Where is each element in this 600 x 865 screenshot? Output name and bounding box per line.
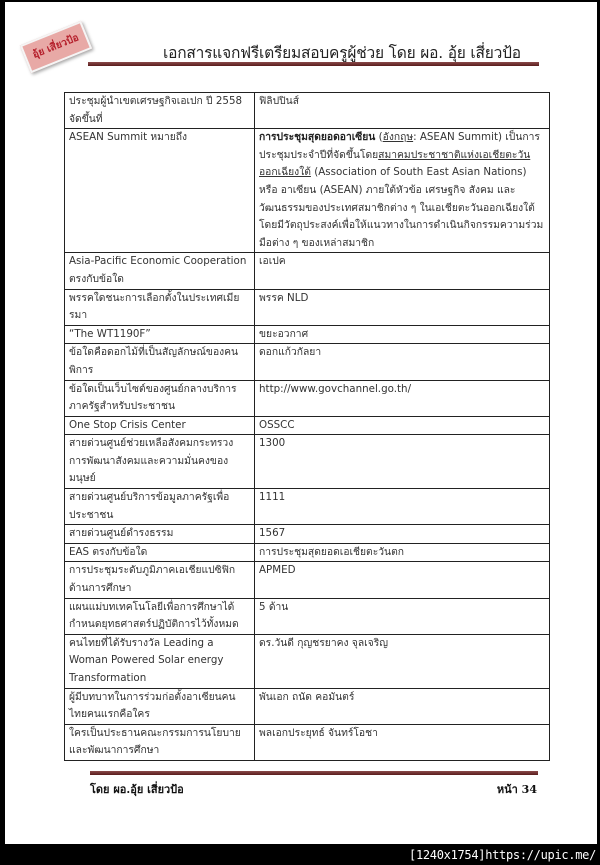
answer-cell: เอเปค bbox=[255, 253, 550, 289]
footer-rule-divider bbox=[90, 771, 538, 775]
link-asean-association[interactable]: สมาคมประชาชาติแห่งเอเชียตะวันออกเฉียงใต้ bbox=[259, 148, 531, 179]
question-cell: สายด่วนศูนย์ดำรงธรรม bbox=[65, 525, 255, 544]
qa-table bbox=[64, 92, 550, 761]
answer-text: : ASEAN Summit) เป็นการประชุมประจำปีที่จัดขึ้นโดย bbox=[259, 131, 540, 161]
table-row bbox=[65, 93, 550, 129]
document-page bbox=[5, 2, 597, 844]
answer-cell: พลเอกประยุทธ์ จันทร์โอชา bbox=[255, 724, 550, 760]
question-cell: พรรคใดชนะการเลือกตั้งในประเทศเมียรมา bbox=[65, 289, 255, 325]
table-row bbox=[65, 688, 550, 724]
question-cell: ข้อใดคือดอกไม้ที่เป็นสัญลักษณ์ของคนพิการ bbox=[65, 344, 255, 380]
answer-cell: 5 ด้าน bbox=[255, 598, 550, 634]
question-cell: ข้อใดเป็นเว็บไซต์ของศูนย์กลางบริการภาครัฐสำหรับประชาชน bbox=[65, 380, 255, 416]
table-row bbox=[65, 325, 550, 344]
author-stamp-logo: อุ้ย เสี่ยวป้อ bbox=[20, 21, 92, 74]
question-cell: คนไทยที่ได้รับรางวัล Leading a Woman Powered Solar energy Transformation bbox=[65, 634, 255, 688]
answer-cell: การประชุมสุดยอดเอเชียตะวันตก bbox=[255, 543, 550, 562]
question-cell: ประชุมผู้นำเขตเศรษฐกิจเอเปก ปี 2558 จัดขึ้นที่ bbox=[65, 93, 255, 129]
answer-text: ( bbox=[375, 131, 383, 144]
question-cell: แผนแม่บทเทคโนโลยีเพื่อการศึกษาได้กำหนดยุทธศาสตร์ปฏิบัติการไว้ทั้งหมด bbox=[65, 598, 255, 634]
footer-author: โดย ผอ.อุ้ย เสี่ยวป้อ bbox=[90, 783, 184, 796]
question-cell: การประชุมระดับภูมิภาคเอเชียแปซิฟิกด้านการศึกษา bbox=[65, 562, 255, 598]
answer-cell bbox=[255, 129, 550, 253]
question-cell: EAS ตรงกับข้อใด bbox=[65, 543, 255, 562]
table-row bbox=[65, 416, 550, 435]
question-cell: สายด่วนศูนย์ช่วยเหลือสังคมกระทรวงการพัฒนาสังคมและความมั่นคงของมนุษย์ bbox=[65, 435, 255, 489]
table-row bbox=[65, 435, 550, 489]
question-cell: Asia-Pacific Economic Cooperation ตรงกับข้อใด bbox=[65, 253, 255, 289]
table-row bbox=[65, 562, 550, 598]
answer-cell: ฟิลิปปินส์ bbox=[255, 93, 550, 129]
answer-cell: พรรค NLD bbox=[255, 289, 550, 325]
question-cell: ASEAN Summit หมายถึง bbox=[65, 129, 255, 253]
question-cell: One Stop Crisis Center bbox=[65, 416, 255, 435]
answer-cell: ขยะอวกาศ bbox=[255, 325, 550, 344]
answer-text: (Association of South East Asian Nations) หรือ อาเซียน (ASEAN) ภายใต้หัวข้อ เศรษฐกิจ สังคม และวัฒนธรรมของประเทศสมาชิกต่าง ๆ ในเอเชียตะวันออกเฉียงใต้ โดยมีวัตถุประสงค์เพื่อให้แนวทางในการดำเนินกิจกรรมความร่วมมือต่าง ๆ ของเหล่าสมาชิก bbox=[259, 166, 544, 249]
table-row bbox=[65, 525, 550, 544]
link-english[interactable]: อังกฤษ bbox=[382, 131, 414, 144]
table-row bbox=[65, 489, 550, 525]
answer-cell: 1300 bbox=[255, 435, 550, 489]
table-row bbox=[65, 543, 550, 562]
page-number: หน้า 34 bbox=[496, 783, 537, 796]
table-row bbox=[65, 289, 550, 325]
question-cell: ใครเป็นประธานคณะกรรมการนโยบายและพัฒนาการศึกษา bbox=[65, 724, 255, 760]
answer-cell: APMED bbox=[255, 562, 550, 598]
question-cell: ผู้มีบทบาทในการร่วมก่อตั้งอาเซียนคนไทยคนแรกคือใคร bbox=[65, 688, 255, 724]
answer-cell: พันเอก ถนัด คอมันตร์ bbox=[255, 688, 550, 724]
table-row bbox=[65, 724, 550, 760]
answer-cell: http://www.govchannel.go.th/ bbox=[255, 380, 550, 416]
question-cell: “The WT1190F” bbox=[65, 325, 255, 344]
image-host-watermark: [1240x1754]https://upic.me/ bbox=[409, 848, 596, 862]
table-row bbox=[65, 129, 550, 253]
table-row bbox=[65, 598, 550, 634]
table-row bbox=[65, 253, 550, 289]
table-row bbox=[65, 634, 550, 688]
answer-cell: ดอกแก้วกัลยา bbox=[255, 344, 550, 380]
answer-cell: 1111 bbox=[255, 489, 550, 525]
table-row bbox=[65, 380, 550, 416]
answer-cell: ดร.วันดี กุญชรยาคง จุลเจริญ bbox=[255, 634, 550, 688]
answer-cell: 1567 bbox=[255, 525, 550, 544]
header-rule-divider bbox=[88, 62, 539, 66]
page-header-title: เอกสารแจกฟรีเตรียมสอบครูผู้ช่วย โดย ผอ. อุ้ย เสี่ยวป้อ bbox=[163, 44, 521, 62]
answer-bold-term: การประชุมสุดยอดอาเซียน bbox=[259, 131, 376, 144]
answer-cell: OSSCC bbox=[255, 416, 550, 435]
table-row bbox=[65, 344, 550, 380]
question-cell: สายด่วนศูนย์บริการข้อมูลภาครัฐเพื่อประชาชน bbox=[65, 489, 255, 525]
